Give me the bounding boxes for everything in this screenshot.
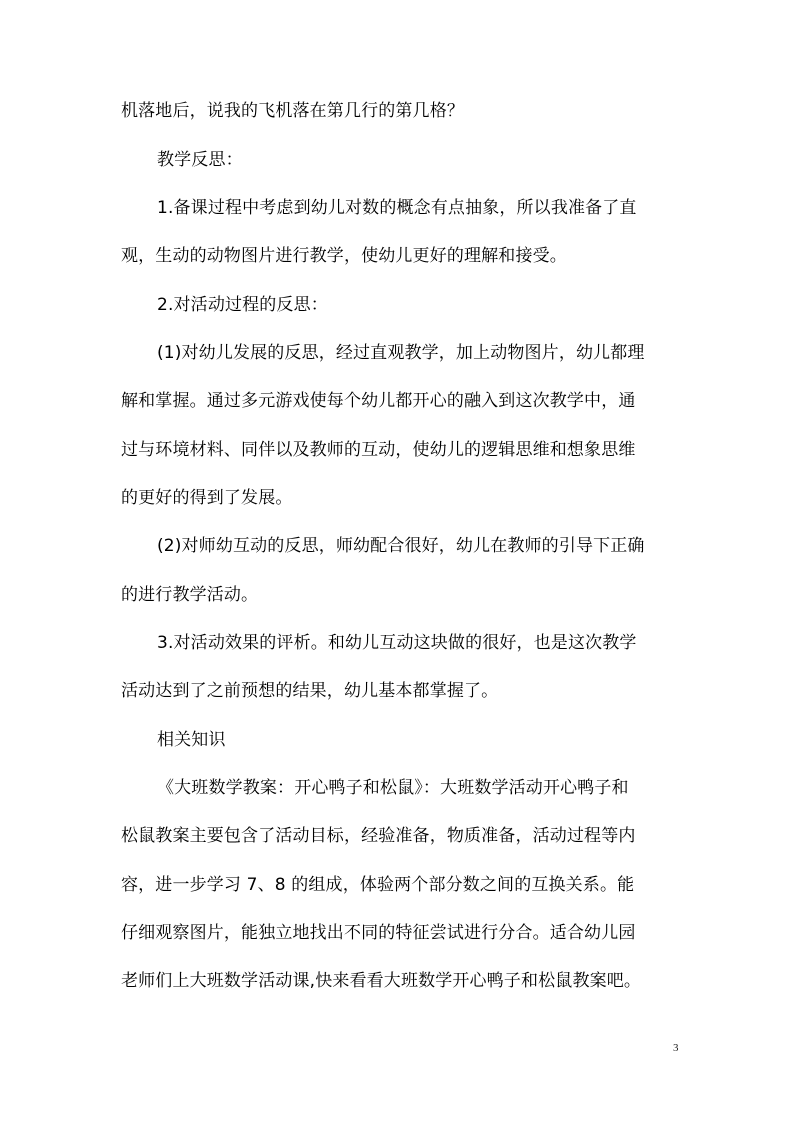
text-line: 容，进一步学习 7、8 的组成，体验两个部分数之间的互换关系。能	[121, 875, 635, 895]
text-line: 1.备课过程中考虑到幼儿对数的概念有点抽象，所以我准备了直	[157, 198, 637, 218]
text-line: 机落地后，说我的飞机落在第几行的第几格？	[121, 101, 464, 121]
text-line: 3.对活动效果的评析。和幼儿互动这块做的很好，也是这次教学	[157, 633, 637, 653]
text-line: 的更好的得到了发展。	[121, 488, 293, 508]
text-line: 的进行教学活动。	[121, 585, 259, 605]
section-heading: 相关知识	[157, 730, 226, 750]
text-line: 松鼠教案主要包含了活动目标，经验准备，物质准备，活动过程等内	[121, 826, 636, 846]
text-line: (1)对幼儿发展的反思，经过直观教学，加上动物图片，幼儿都理	[157, 343, 645, 363]
text-line: (2)对师幼互动的反思，师幼配合很好，幼儿在教师的引导下正确	[157, 536, 645, 556]
text-line: 仔细观察图片，能独立地找出不同的特征尝试进行分合。适合幼儿园	[121, 923, 636, 943]
text-line: 2.对活动过程的反思：	[157, 295, 328, 315]
text-line: 《大班数学教案：开心鸭子和松鼠》：大班数学活动开心鸭子和	[157, 778, 629, 798]
text-line: 解和掌握。通过多元游戏使每个幼儿都开心的融入到这次教学中，通	[121, 391, 636, 411]
page-number: 3	[673, 1042, 679, 1054]
section-heading: 教学反思：	[157, 150, 243, 170]
text-line: 老师们上大班数学活动课,快来看看大班数学开心鸭子和松鼠教案吧。	[121, 971, 642, 991]
text-line: 观，生动的动物图片进行教学，使幼儿更好的理解和接受。	[121, 246, 567, 266]
text-line: 活动达到了之前预想的结果，幼儿基本都掌握了。	[121, 681, 499, 701]
text-line: 过与环境材料、同伴以及教师的互动，使幼儿的逻辑思维和想象思维	[121, 440, 636, 460]
